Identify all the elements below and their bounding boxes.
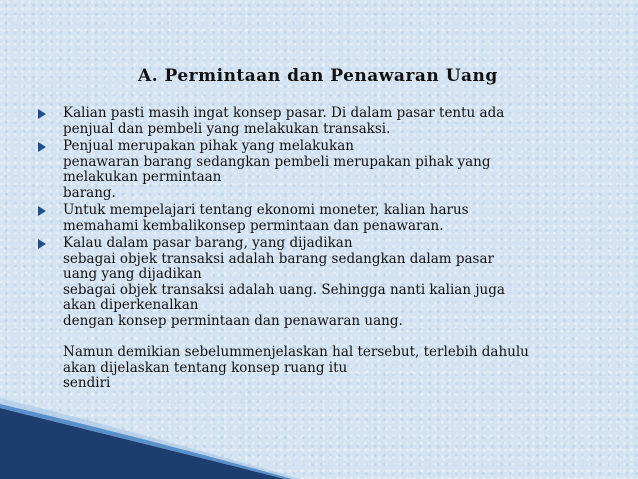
text-line: sendiri: [63, 375, 111, 391]
text-line: Namun demikian sebelummenjelaskan hal tersebut, terlebih dahulu: [63, 344, 529, 360]
text-line: melakukan permintaan: [63, 169, 222, 185]
text-line: akan dijelaskan tentang konsep ruang itu: [63, 359, 348, 376]
text-line: sebagai objek transaksi adalah barang sedangkan dalam pasar: [63, 250, 494, 267]
text-line: memahami kembalikonsep permintaan dan penawaran.: [63, 217, 444, 234]
text-line: Untuk mempelajari tentang ekonomi moneter, kalian harus: [63, 202, 469, 218]
text-line: barang.: [63, 184, 116, 201]
text-line: Kalau dalam pasar barang, yang dijadikan: [63, 235, 353, 251]
text-line: penjual dan pembeli yang melakukan transaksi.: [63, 120, 391, 137]
text-line: Kalian pasti masih ingat konsep pasar. Di dalam pasar tentu ada: [63, 105, 505, 121]
text-line: dengan konsep permintaan dan penawaran uang.: [63, 312, 403, 329]
text-line: penawaran barang sedangkan pembeli merupakan pihak yang: [63, 153, 491, 170]
slide-title: A. Permintaan dan Penawaran Uang: [138, 66, 498, 86]
text-line: sebagai objek transaksi adalah uang. Sehingga nanti kalian juga: [63, 281, 505, 298]
text-line: akan diperkenalkan: [63, 297, 199, 313]
text-line: Penjual merupakan pihak yang melakukan: [63, 138, 354, 154]
text-line: uang yang dijadikan: [63, 266, 202, 282]
